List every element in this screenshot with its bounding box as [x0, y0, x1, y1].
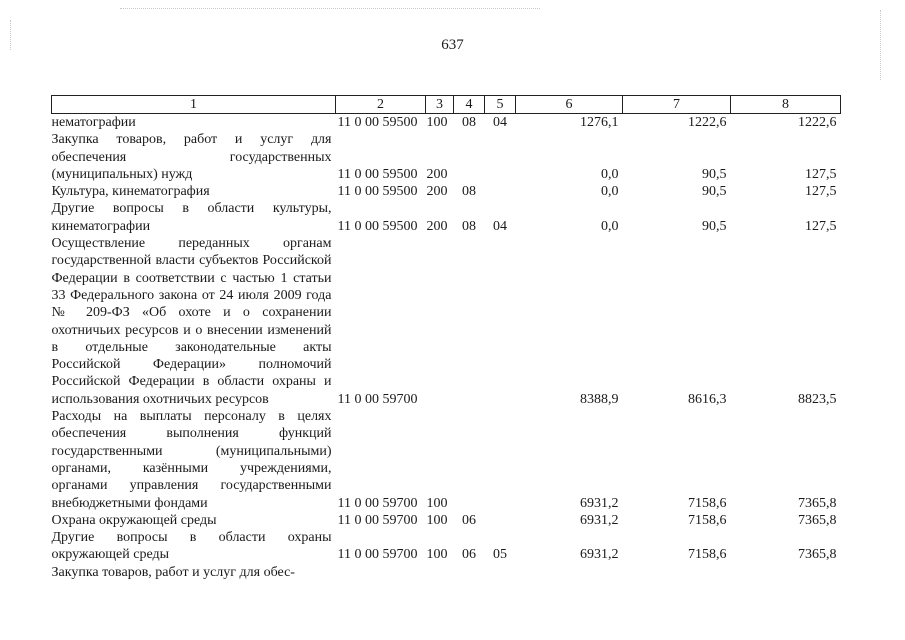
row-value-year1: 1276,1 [580, 115, 619, 130]
row-vr: 200 [426, 218, 448, 234]
row-pr [485, 564, 516, 581]
row-vr [426, 235, 454, 408]
row-value-year1: 8388,9 [580, 391, 619, 407]
row-pr [485, 131, 516, 183]
row-value-year1: 6931,2 [580, 512, 619, 528]
row-value-year3: 7365,8 [798, 512, 837, 528]
table-row [52, 529, 841, 564]
row-kcsr: 11 0 00 59700 [337, 512, 418, 528]
row-rz: 08 [462, 218, 476, 234]
row-pr: 04 [493, 218, 507, 234]
row-vr [426, 564, 454, 581]
row-pr: 04 [493, 115, 507, 130]
row-name: нематографии [51, 115, 136, 130]
row-value-year3: 8823,5 [798, 391, 837, 407]
row-value-year3 [731, 564, 841, 581]
scan-artifact-top [120, 8, 540, 9]
row-name: Другие вопросы в области культуры, кинематографии [51, 201, 332, 234]
row-vr: 100 [426, 512, 448, 528]
row-value-year1: 6931,2 [580, 495, 619, 511]
row-rz: 06 [462, 512, 476, 528]
row-value-year1: 6931,2 [580, 547, 619, 563]
row-vr: 100 [426, 495, 448, 511]
row-value-year2: 90,5 [702, 218, 727, 234]
row-value-year1: 0,0 [601, 166, 619, 182]
row-value-year2 [623, 564, 731, 581]
row-vr: 200 [426, 184, 448, 200]
row-name: Культура, кинематография [51, 184, 210, 200]
row-rz [454, 235, 485, 408]
row-value-year1: 0,0 [601, 218, 619, 234]
column-header-year2: 7 [623, 96, 731, 114]
row-pr [485, 512, 516, 529]
row-name: Осуществление переданных органам государственной власти субъектов Российской Федерации в соответствии с частью 1 статьи 33 Федерального закона от 24 июля 2009 года № 209-ФЗ «Об охоте и о сохранении охотничьих ресурсов и о внесении изменений в отдельные законодательные акты Российской Федерации» полномочий Российской Федерации в области охраны и использования охотничьих ресурсов [51, 236, 332, 407]
row-vr: 100 [426, 115, 448, 130]
table-row [52, 114, 841, 132]
row-name: Другие вопросы в области охраны окружающей среды [51, 530, 332, 563]
row-kcsr: 11 0 00 59700 [337, 547, 418, 563]
row-pr [485, 183, 516, 200]
row-value-year3: 127,5 [805, 218, 837, 234]
row-value-year1: 0,0 [601, 184, 619, 200]
row-kcsr: 11 0 00 59500 [337, 218, 418, 234]
row-name: Расходы на выплаты персоналу в целях обеспечения выполнения функций государственными (муниципальными) органами, казёнными учреждениями, органами управления государственными внебюджетными фондами [51, 409, 332, 511]
row-kcsr: 11 0 00 59500 [337, 184, 418, 200]
row-kcsr: 11 0 00 59500 [337, 166, 418, 182]
column-header-vr: 3 [426, 96, 454, 114]
row-pr: 05 [493, 547, 507, 563]
table-row [52, 408, 841, 512]
row-rz [454, 408, 485, 512]
column-header-rz: 4 [454, 96, 485, 114]
row-value-year2: 8616,3 [688, 391, 727, 407]
page-number: 637 [441, 37, 464, 53]
budget-table [51, 95, 841, 581]
row-value-year3: 127,5 [805, 166, 837, 182]
column-header-pr: 5 [485, 96, 516, 114]
row-value-year3: 7365,8 [798, 547, 837, 563]
column-header-kcsr: 2 [336, 96, 426, 114]
row-value-year2: 1222,6 [688, 115, 727, 130]
column-header-year3: 8 [731, 96, 841, 114]
row-rz [454, 131, 485, 183]
row-rz: 06 [462, 547, 476, 563]
row-value-year3: 127,5 [805, 184, 837, 200]
table-row [52, 131, 841, 183]
row-name: Охрана окружающей среды [51, 512, 217, 528]
row-value-year2: 7158,6 [688, 495, 727, 511]
table-row [52, 183, 841, 200]
table-row [52, 512, 841, 529]
table-row [52, 235, 841, 408]
row-rz: 08 [462, 115, 476, 130]
row-kcsr: 11 0 00 59500 [337, 115, 418, 130]
row-value-year2: 90,5 [702, 184, 727, 200]
table-row [52, 564, 841, 581]
column-header-name: 1 [52, 96, 336, 114]
row-name: Закупка товаров, работ и услуг для обеспечения государственных (муниципальных) нужд [51, 132, 332, 182]
row-value-year2: 7158,6 [688, 547, 727, 563]
row-kcsr: 11 0 00 59700 [337, 495, 418, 511]
row-pr [485, 235, 516, 408]
row-rz [454, 564, 485, 581]
row-pr [485, 408, 516, 512]
row-value-year3: 7365,8 [798, 495, 837, 511]
row-vr: 200 [426, 166, 448, 182]
row-kcsr [336, 564, 426, 581]
row-name: Закупка товаров, работ и услуг для обес- [51, 564, 295, 580]
row-vr: 100 [426, 547, 448, 563]
row-value-year1 [516, 564, 623, 581]
row-kcsr: 11 0 00 59700 [337, 391, 418, 407]
table-header-row [52, 96, 841, 114]
row-value-year2: 7158,6 [688, 512, 727, 528]
table-row [52, 200, 841, 235]
row-value-year2: 90,5 [702, 166, 727, 182]
row-rz: 08 [462, 184, 476, 200]
column-header-year1: 6 [516, 96, 623, 114]
row-value-year3: 1222,6 [798, 115, 837, 130]
